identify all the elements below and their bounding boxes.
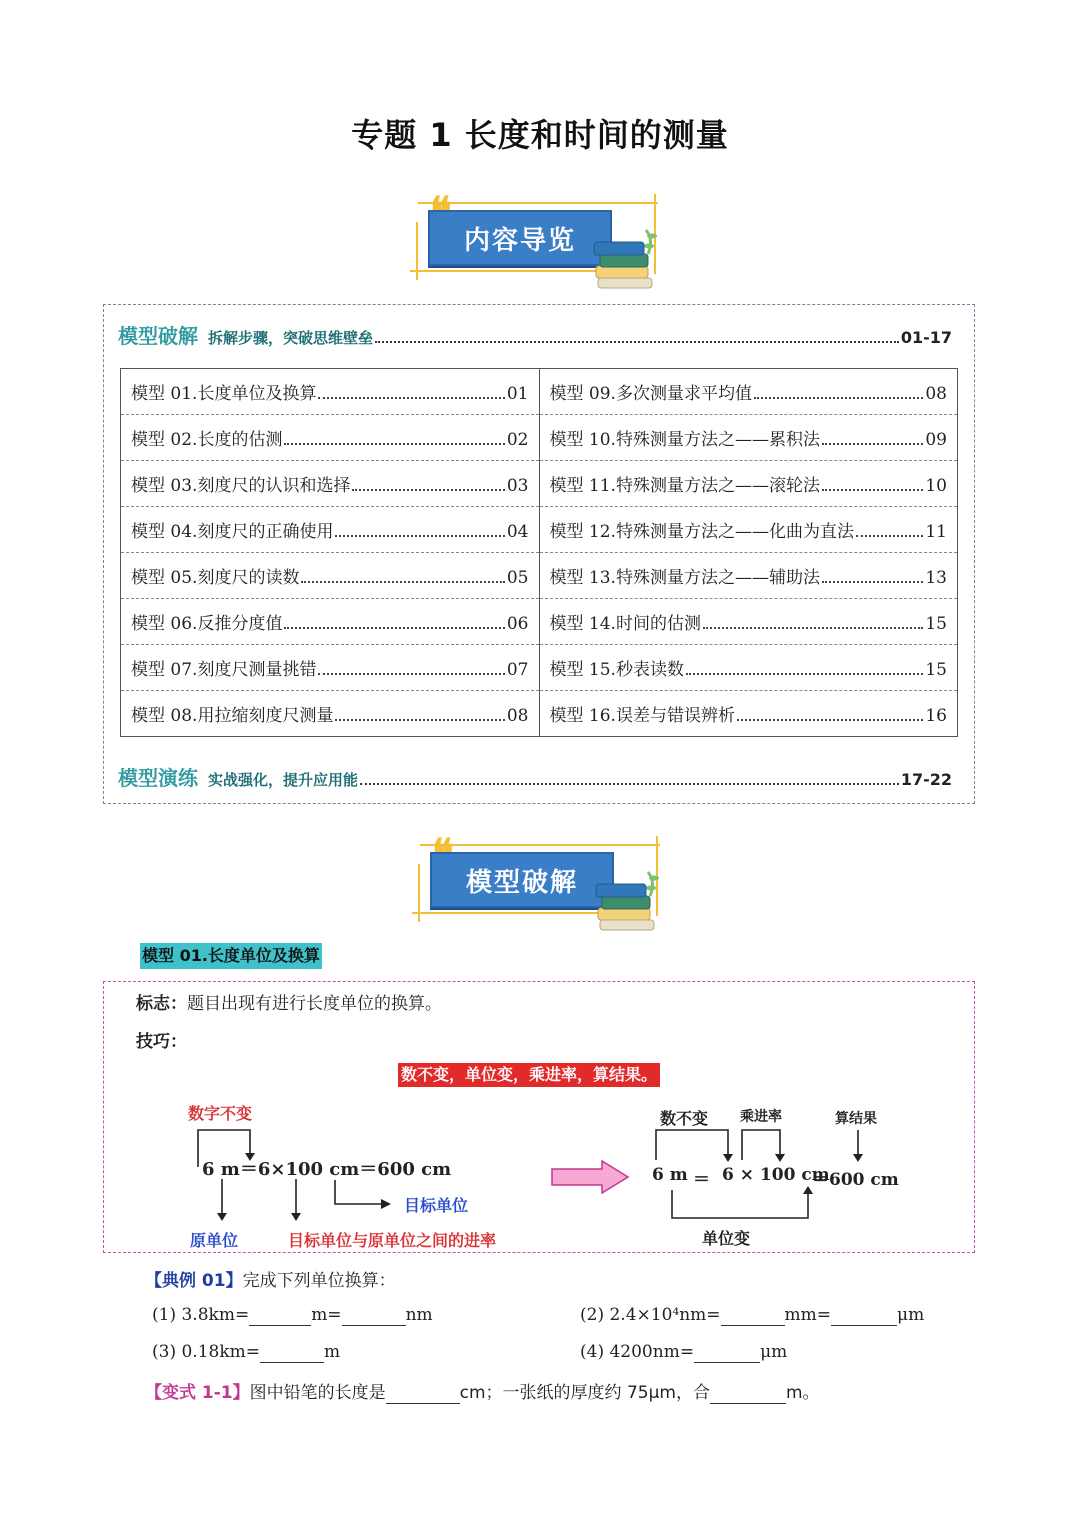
right-eq-b: ＝ xyxy=(693,1170,710,1190)
toc-entry-page: 10 xyxy=(925,476,947,496)
leader-dots xyxy=(318,397,504,399)
question-4 xyxy=(580,1342,787,1363)
toc-entry-line xyxy=(550,471,948,496)
toc-entry-page: 01 xyxy=(506,384,529,404)
leader-dots xyxy=(822,443,923,445)
toc-entry-line xyxy=(550,563,948,588)
toc-entry[interactable] xyxy=(539,645,958,691)
leader-dots xyxy=(284,443,504,445)
toc-entry-label: 模型 13.特殊测量方法之——辅助法 xyxy=(549,568,820,588)
toc-entry-page: 16 xyxy=(925,706,947,726)
toc-entry-page: 15 xyxy=(925,614,947,634)
toc-entry[interactable] xyxy=(121,461,540,507)
toc-entry-label: 模型 01.长度单位及换算 xyxy=(131,384,317,404)
leader-dots xyxy=(375,341,899,343)
toc-entry-label: 模型 03.刻度尺的认识和选择 xyxy=(131,476,351,496)
orig-unit-note: 原单位 xyxy=(190,1231,239,1250)
toc-entry-page: 05 xyxy=(506,568,529,588)
toc-entry-line xyxy=(131,563,529,588)
toc-entry-line xyxy=(550,655,948,680)
rate-note: 目标单位与原单位之间的进率 xyxy=(288,1231,497,1250)
right-note-result: 算结果 xyxy=(835,1111,877,1127)
variant-1-1 xyxy=(145,1378,820,1404)
leader-dots xyxy=(856,535,923,537)
right-note-unit-change: 单位变 xyxy=(702,1229,751,1248)
toc-row xyxy=(121,599,958,645)
toc-entry-line xyxy=(131,517,529,542)
leader-dots xyxy=(284,627,504,629)
leader-dots xyxy=(822,581,923,583)
answer-blank[interactable] xyxy=(249,1305,311,1326)
q2-text: (2) 2.4×10⁴nm= xyxy=(580,1305,721,1325)
toc-entry[interactable] xyxy=(539,507,958,553)
section-pages: 17-22 xyxy=(900,770,952,789)
answer-blank[interactable] xyxy=(831,1305,897,1326)
page-title: 专题 1 长度和时间的测量 xyxy=(351,116,729,154)
toc-entry[interactable] xyxy=(539,415,958,461)
toc-row xyxy=(121,369,958,415)
toc-entry-label: 模型 11.特殊测量方法之——滚轮法 xyxy=(549,476,820,496)
toc-entry-label: 模型 05.刻度尺的读数 xyxy=(131,568,300,588)
toc-entry-page: 06 xyxy=(506,614,529,634)
toc-entry-line xyxy=(131,609,529,634)
leader-dots xyxy=(754,397,923,399)
toc-entry-page: 08 xyxy=(506,706,529,726)
right-eq-a: 6 m xyxy=(652,1165,688,1185)
answer-blank[interactable] xyxy=(721,1305,785,1326)
answer-blank[interactable] xyxy=(386,1383,460,1404)
toc-entry-label: 模型 08.用拉缩刻度尺测量 xyxy=(131,706,334,726)
question-3 xyxy=(152,1342,340,1363)
variant-text1: 图中铅笔的长度是 xyxy=(249,1383,386,1403)
toc-entry-label: 模型 14.时间的估测 xyxy=(549,614,701,634)
leader-dots xyxy=(335,535,504,537)
q1-unit2: nm xyxy=(405,1305,433,1325)
toc-banner-label: 内容导览 xyxy=(428,210,612,266)
toc-entry-page: 03 xyxy=(506,476,529,496)
toc-row xyxy=(121,553,958,599)
toc-entry-label: 模型 15.秒表读数 xyxy=(549,660,684,680)
toc-entry-line xyxy=(131,425,529,450)
sign-label: 标志： xyxy=(136,994,187,1014)
answer-blank[interactable] xyxy=(260,1342,324,1363)
right-eq-d: ＝600 cm xyxy=(812,1170,899,1190)
example-01-heading xyxy=(145,1266,396,1291)
toc-entry-line xyxy=(550,379,948,404)
variant-text2: cm；一张纸的厚度约 75μm，合 xyxy=(459,1383,710,1403)
model-01-heading: 模型 01.长度单位及换算 xyxy=(140,943,322,969)
target-unit-arrow xyxy=(325,1178,395,1214)
section-title: 模型演练 xyxy=(118,766,198,790)
toc-entry[interactable] xyxy=(121,507,540,553)
leader-dots xyxy=(335,719,504,721)
toc-entry-line xyxy=(550,609,948,634)
q2-unit2: μm xyxy=(897,1305,925,1325)
toc-table xyxy=(120,368,958,737)
toc-entry-line xyxy=(131,471,529,496)
books-icon xyxy=(588,864,668,934)
section-subtitle: 拆解步骤，突破思维壁垒 xyxy=(208,329,374,347)
toc-entry[interactable] xyxy=(121,691,540,737)
left-note-digits: 数字不变 xyxy=(188,1104,253,1123)
q4-text: (4) 4200nm= xyxy=(580,1342,695,1362)
q3-text: (3) 0.18km= xyxy=(152,1342,261,1362)
leader-dots xyxy=(822,489,923,491)
toc-entry-page: 04 xyxy=(506,522,529,542)
section-pages: 01-17 xyxy=(900,328,952,347)
toc-entry-line xyxy=(131,655,529,680)
answer-blank[interactable] xyxy=(710,1383,786,1404)
pink-arrow-icon xyxy=(550,1160,630,1194)
right-note-digits: 数不变 xyxy=(660,1109,709,1128)
q1-text: (1) 3.8km= xyxy=(152,1305,250,1325)
toc-entry[interactable] xyxy=(121,553,540,599)
question-1 xyxy=(152,1305,433,1326)
q3-unit1: m xyxy=(324,1342,341,1362)
toc-entry-page: 07 xyxy=(506,660,529,680)
toc-row xyxy=(121,461,958,507)
toc-entry-page: 02 xyxy=(506,430,529,450)
toc-entry-page: 13 xyxy=(925,568,947,588)
answer-blank[interactable] xyxy=(342,1305,406,1326)
example-prompt: 完成下列单位换算： xyxy=(242,1271,396,1291)
toc-entry-label: 模型 16.误差与错误辨析 xyxy=(549,706,735,726)
toc-row xyxy=(121,507,958,553)
toc-entry[interactable] xyxy=(539,553,958,599)
variant-tag: 【变式 1-1】 xyxy=(145,1383,250,1403)
sign-text: 题目出现有进行长度单位的换算。 xyxy=(187,994,442,1014)
right-note-rate: 乘进率 xyxy=(740,1109,782,1125)
rule-banner: 数不变，单位变，乘进率，算结果。 xyxy=(398,1063,660,1087)
toc-entry-label: 模型 02.长度的估测 xyxy=(131,430,283,450)
toc-entry[interactable] xyxy=(539,369,958,415)
q1-unit1: m= xyxy=(311,1305,342,1325)
tip-label: 技巧： xyxy=(136,1032,187,1052)
leader-dots xyxy=(318,673,504,675)
toc-entry[interactable] xyxy=(121,645,540,691)
leader-dots xyxy=(352,489,504,491)
leader-dots xyxy=(686,673,923,675)
toc-entry-line xyxy=(550,701,948,726)
toc-entry[interactable] xyxy=(121,415,540,461)
model-banner-label: 模型破解 xyxy=(430,852,614,908)
sign-line xyxy=(136,989,442,1014)
toc-entry[interactable] xyxy=(121,369,540,415)
toc-banner xyxy=(410,192,670,292)
toc-entry-line xyxy=(131,701,529,726)
toc-entry[interactable] xyxy=(539,461,958,507)
leader-dots xyxy=(301,581,504,583)
leader-dots xyxy=(703,627,923,629)
toc-section-model-break[interactable] xyxy=(118,320,952,349)
target-unit-note: 目标单位 xyxy=(404,1196,469,1215)
toc-row xyxy=(121,415,958,461)
books-icon xyxy=(586,222,666,292)
toc-entry-line xyxy=(131,379,529,404)
toc-entry-line xyxy=(550,425,948,450)
toc-entry[interactable] xyxy=(539,599,958,645)
toc-entry-page: 09 xyxy=(925,430,947,450)
toc-entry-label: 模型 09.多次测量求平均值 xyxy=(549,384,752,404)
toc-entry-label: 模型 12.特殊测量方法之——化曲为直法 xyxy=(549,522,854,542)
toc-row xyxy=(121,691,958,737)
section-title: 模型破解 xyxy=(118,324,198,348)
toc-entry-line xyxy=(550,517,948,542)
example-tag: 【典例 01】 xyxy=(145,1271,243,1291)
question-2 xyxy=(580,1305,924,1326)
right-eq-c: 6 × 100 cm xyxy=(722,1165,830,1185)
toc-entry-label: 模型 04.刻度尺的正确使用 xyxy=(131,522,334,542)
toc-entry-page: 11 xyxy=(925,522,947,542)
left-equation: 6 m＝6×100 cm＝600 cm xyxy=(202,1159,452,1180)
leader-dots xyxy=(737,719,923,721)
toc-entry-page: 08 xyxy=(925,384,947,404)
toc-entry-label: 模型 06.反推分度值 xyxy=(131,614,283,634)
toc-entry-page: 15 xyxy=(925,660,947,680)
variant-text3: m。 xyxy=(785,1383,820,1403)
toc-entry-label: 模型 07.刻度尺测量挑错 xyxy=(131,660,317,680)
toc-row xyxy=(121,645,958,691)
q4-unit1: μm xyxy=(760,1342,788,1362)
toc-entry-label: 模型 10.特殊测量方法之——累积法 xyxy=(549,430,820,450)
toc-entry[interactable] xyxy=(121,599,540,645)
model-banner xyxy=(412,834,672,934)
toc-entry[interactable] xyxy=(539,691,958,737)
leader-dots xyxy=(360,783,899,785)
answer-blank[interactable] xyxy=(694,1342,760,1363)
toc-section-model-practice[interactable] xyxy=(118,762,952,791)
q2-unit1: mm= xyxy=(784,1305,832,1325)
section-subtitle: 实战强化，提升应用能 xyxy=(208,771,359,789)
